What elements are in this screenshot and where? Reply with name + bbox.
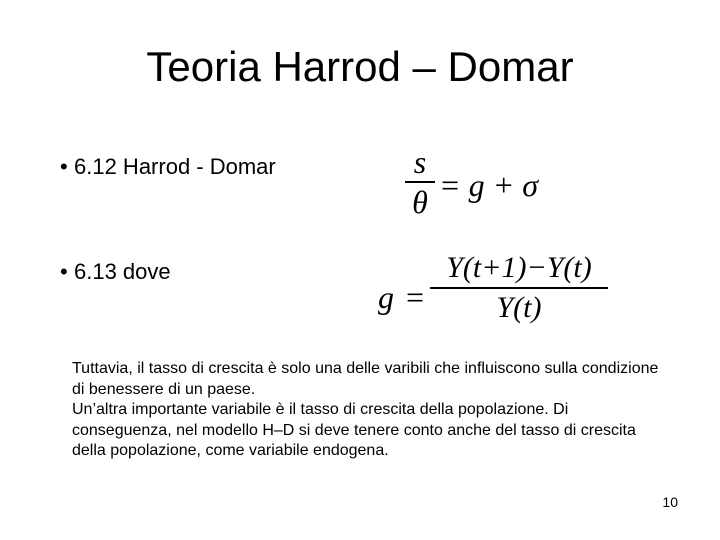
equals-sign: = xyxy=(406,279,425,315)
fraction xyxy=(405,145,435,219)
bullet-item xyxy=(60,259,171,285)
denominator: Y(t) xyxy=(496,291,542,324)
bullet-text: 6.12 Harrod - Domar xyxy=(74,154,276,179)
bullet-item xyxy=(60,154,276,180)
paragraph: Tuttavia, il tasso di crescita è solo una delle varibili che influiscono sulla condizione di benessere di un paese. xyxy=(72,360,659,398)
equation-harrod-domar xyxy=(405,145,555,225)
slide-title: Teoria Harrod – Domar xyxy=(146,43,574,90)
numerator: s xyxy=(413,144,427,180)
page-number: 10 xyxy=(662,494,678,510)
equation-lhs: g xyxy=(378,279,394,315)
bullet-marker: • xyxy=(60,259,68,284)
numerator: Y(t+1)−Y(t) xyxy=(446,251,592,284)
paragraph: Un’altra importante variabile è il tasso di crescita della popolazione. Di conseguenza, nel modello H–D si deve tenere conto anche del tasso di crescita della popolazione, come variabile endogena. xyxy=(72,401,636,459)
equation-rhs: = g + σ xyxy=(439,167,538,203)
bullet-marker: • xyxy=(60,154,68,179)
body-text xyxy=(72,359,662,462)
fraction xyxy=(430,251,608,325)
bullet-text: 6.13 dove xyxy=(74,259,171,284)
fraction-bar xyxy=(430,287,608,289)
equation-growth-rate xyxy=(378,251,618,341)
fraction-bar xyxy=(405,181,435,183)
denominator: θ xyxy=(412,184,428,220)
